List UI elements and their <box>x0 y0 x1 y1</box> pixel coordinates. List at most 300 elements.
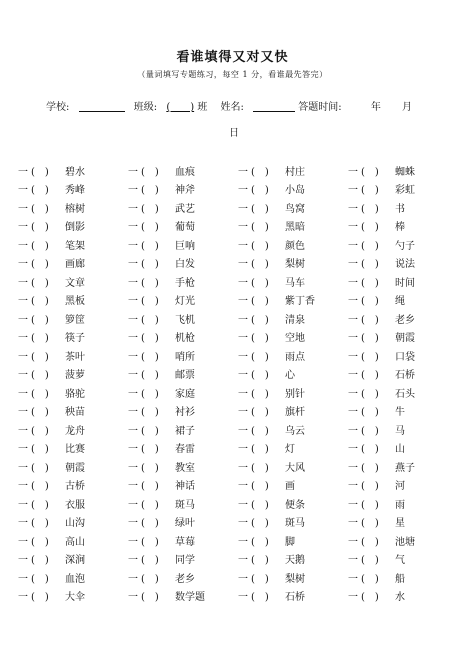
noun-word: 高山 <box>65 536 85 548</box>
exercise-item <box>348 514 458 529</box>
exercise-item <box>238 311 348 326</box>
worksheet-subtitle: （量词填写专题练习，每空 1 分，看谁最先答完） <box>137 70 328 79</box>
answer-blank[interactable]: ( ) <box>141 222 159 234</box>
numeral-one: 一 <box>128 259 138 271</box>
numeral-one: 一 <box>348 481 358 493</box>
answer-blank[interactable]: ( ) <box>251 388 269 400</box>
exercise-item <box>348 163 458 178</box>
noun-word: 神话 <box>175 481 195 493</box>
noun-word: 石桥 <box>395 370 415 382</box>
numeral-one: 一 <box>18 203 28 215</box>
numeral-one: 一 <box>18 240 28 252</box>
exercise-row <box>18 161 458 180</box>
answer-blank[interactable]: ( ) <box>361 370 379 382</box>
answer-blank[interactable]: ( ) <box>251 536 269 548</box>
exercise-item <box>238 422 348 437</box>
numeral-one: 一 <box>348 555 358 567</box>
exercise-row <box>18 402 458 421</box>
noun-word: 燕子 <box>395 462 415 474</box>
numeral-one: 一 <box>18 592 28 604</box>
numeral-one: 一 <box>18 296 28 308</box>
exercise-item <box>18 237 128 252</box>
exercise-row <box>18 513 458 532</box>
exercise-item <box>128 440 238 455</box>
numeral-one: 一 <box>238 259 248 271</box>
noun-word: 船 <box>395 573 405 585</box>
numeral-one: 一 <box>128 240 138 252</box>
answer-blank[interactable]: ( ) <box>361 444 379 456</box>
numeral-one: 一 <box>348 203 358 215</box>
exercise-item <box>238 218 348 233</box>
numeral-one: 一 <box>348 518 358 530</box>
numeral-one: 一 <box>18 444 28 456</box>
exercise-item <box>128 570 238 585</box>
answer-blank[interactable]: ( ) <box>141 351 159 363</box>
answer-blank[interactable]: ( ) <box>141 333 159 345</box>
answer-blank[interactable]: ( ) <box>141 555 159 567</box>
exercise-item <box>18 348 128 363</box>
answer-blank[interactable]: ( ) <box>141 481 159 493</box>
noun-word: 灯 <box>285 444 295 456</box>
noun-word: 小岛 <box>285 185 305 197</box>
numeral-one: 一 <box>238 481 248 493</box>
exercise-item <box>128 588 238 603</box>
numeral-one: 一 <box>238 425 248 437</box>
exercise-item <box>238 329 348 344</box>
noun-word: 血泡 <box>65 573 85 585</box>
exercise-item <box>128 163 238 178</box>
noun-word: 村庄 <box>285 166 305 178</box>
answer-blank[interactable]: ( ) <box>141 499 159 511</box>
numeral-one: 一 <box>18 333 28 345</box>
exercise-item <box>348 366 458 381</box>
numeral-one: 一 <box>128 518 138 530</box>
noun-word: 裙子 <box>175 425 195 437</box>
answer-blank[interactable]: ( ) <box>141 277 159 289</box>
answer-blank[interactable]: ( ) <box>31 592 49 604</box>
numeral-one: 一 <box>238 592 248 604</box>
noun-word: 家庭 <box>175 388 195 400</box>
answer-blank[interactable]: ( ) <box>251 462 269 474</box>
noun-word: 别针 <box>285 388 305 400</box>
numeral-one: 一 <box>238 240 248 252</box>
numeral-one: 一 <box>238 314 248 326</box>
time-label: 答题时间: <box>298 102 342 113</box>
exercise-item <box>348 440 458 455</box>
noun-word: 筷子 <box>65 333 85 345</box>
answer-blank[interactable]: ( ) <box>31 185 49 197</box>
answer-blank[interactable]: ( ) <box>141 462 159 474</box>
noun-word: 葡萄 <box>175 222 195 234</box>
numeral-one: 一 <box>238 277 248 289</box>
exercise-item <box>128 329 238 344</box>
answer-blank[interactable]: ( ) <box>251 444 269 456</box>
noun-word: 便条 <box>285 499 305 511</box>
noun-word: 哨所 <box>175 351 195 363</box>
noun-word: 清泉 <box>285 314 305 326</box>
school-label: 学校: <box>46 102 70 113</box>
answer-blank[interactable]: ( ) <box>251 407 269 419</box>
exercise-item <box>18 440 128 455</box>
exercise-item <box>238 459 348 474</box>
numeral-one: 一 <box>348 222 358 234</box>
answer-blank[interactable]: ( ) <box>31 240 49 252</box>
numeral-one: 一 <box>128 592 138 604</box>
exercise-item <box>348 385 458 400</box>
exercise-item <box>18 551 128 566</box>
exercise-row <box>18 587 458 606</box>
exercise-item <box>128 533 238 548</box>
answer-blank[interactable]: ( ) <box>31 444 49 456</box>
answer-blank[interactable]: ( ) <box>31 166 49 178</box>
answer-blank[interactable]: ( ) <box>141 259 159 271</box>
answer-blank[interactable]: ( ) <box>141 370 159 382</box>
answer-blank[interactable]: ( ) <box>31 203 49 215</box>
answer-blank[interactable]: ( ) <box>31 333 49 345</box>
answer-blank[interactable]: ( ) <box>361 555 379 567</box>
noun-word: 山沟 <box>65 518 85 530</box>
answer-blank[interactable]: ( ) <box>31 555 49 567</box>
answer-blank[interactable]: ( ) <box>251 296 269 308</box>
numeral-one: 一 <box>348 388 358 400</box>
answer-blank[interactable]: ( ) <box>251 166 269 178</box>
exercise-item <box>348 329 458 344</box>
numeral-one: 一 <box>238 444 248 456</box>
numeral-one: 一 <box>128 203 138 215</box>
answer-blank[interactable]: ( ) <box>141 518 159 530</box>
numeral-one: 一 <box>238 536 248 548</box>
noun-word: 老乡 <box>175 573 195 585</box>
answer-blank[interactable]: ( ) <box>141 592 159 604</box>
answer-blank[interactable]: ( ) <box>141 240 159 252</box>
exercise-item <box>348 588 458 603</box>
answer-blank[interactable]: ( ) <box>251 499 269 511</box>
exercise-item <box>128 200 238 215</box>
numeral-one: 一 <box>18 518 28 530</box>
answer-blank[interactable]: ( ) <box>251 518 269 530</box>
numeral-one: 一 <box>128 407 138 419</box>
exercise-item <box>18 588 128 603</box>
noun-word: 秧苗 <box>65 407 85 419</box>
answer-blank[interactable]: ( ) <box>361 425 379 437</box>
exercise-item <box>18 274 128 289</box>
numeral-one: 一 <box>128 462 138 474</box>
answer-blank[interactable]: ( ) <box>361 518 379 530</box>
answer-blank[interactable]: ( ) <box>31 462 49 474</box>
answer-blank[interactable]: ( ) <box>361 222 379 234</box>
answer-blank[interactable]: ( ) <box>251 259 269 271</box>
exercise-item <box>18 477 128 492</box>
numeral-one: 一 <box>348 314 358 326</box>
noun-word: 春雷 <box>175 444 195 456</box>
answer-blank[interactable]: ( ) <box>141 185 159 197</box>
noun-word: 口袋 <box>395 351 415 363</box>
noun-word: 菠萝 <box>65 370 85 382</box>
numeral-one: 一 <box>128 351 138 363</box>
answer-blank[interactable]: ( ) <box>31 222 49 234</box>
noun-word: 牛 <box>395 407 405 419</box>
exercise-item <box>18 218 128 233</box>
answer-blank[interactable]: ( ) <box>361 462 379 474</box>
exercise-row <box>18 383 458 402</box>
numeral-one: 一 <box>348 499 358 511</box>
numeral-one: 一 <box>348 166 358 178</box>
answer-blank[interactable]: ( ) <box>361 166 379 178</box>
answer-blank[interactable]: ( ) <box>141 166 159 178</box>
numeral-one: 一 <box>128 166 138 178</box>
exercise-item <box>18 329 128 344</box>
answer-blank[interactable]: ( ) <box>141 573 159 585</box>
numeral-one: 一 <box>348 259 358 271</box>
numeral-one: 一 <box>18 573 28 585</box>
numeral-one: 一 <box>238 296 248 308</box>
noun-word: 箩筐 <box>65 314 85 326</box>
student-info-line <box>46 98 412 113</box>
numeral-one: 一 <box>348 370 358 382</box>
noun-word: 衬衫 <box>175 407 195 419</box>
answer-blank[interactable]: ( ) <box>251 351 269 363</box>
exercise-item <box>18 422 128 437</box>
exercise-item <box>128 477 238 492</box>
noun-word: 气 <box>395 555 405 567</box>
exercise-item <box>18 385 128 400</box>
numeral-one: 一 <box>238 203 248 215</box>
numeral-one: 一 <box>238 499 248 511</box>
answer-blank[interactable]: ( ) <box>361 314 379 326</box>
exercise-item <box>348 181 458 196</box>
exercise-item <box>128 551 238 566</box>
noun-word: 草莓 <box>175 536 195 548</box>
exercise-item <box>128 274 238 289</box>
exercise-row <box>18 494 458 513</box>
answer-blank[interactable]: ( ) <box>141 407 159 419</box>
answer-blank[interactable]: ( ) <box>361 573 379 585</box>
numeral-one: 一 <box>348 240 358 252</box>
answer-blank[interactable]: ( ) <box>361 388 379 400</box>
numeral-one: 一 <box>238 555 248 567</box>
answer-blank[interactable]: ( ) <box>31 425 49 437</box>
answer-blank[interactable]: ( ) <box>361 407 379 419</box>
numeral-one: 一 <box>348 592 358 604</box>
noun-word: 梨树 <box>285 573 305 585</box>
exercise-item <box>348 348 458 363</box>
noun-word: 心 <box>285 370 295 382</box>
numeral-one: 一 <box>18 425 28 437</box>
exercise-item <box>128 459 238 474</box>
answer-blank[interactable]: ( ) <box>31 499 49 511</box>
numeral-one: 一 <box>18 499 28 511</box>
noun-word: 池塘 <box>395 536 415 548</box>
answer-blank[interactable]: ( ) <box>141 444 159 456</box>
answer-blank[interactable]: ( ) <box>141 536 159 548</box>
noun-word: 彩虹 <box>395 185 415 197</box>
exercise-item <box>348 477 458 492</box>
exercise-item <box>238 440 348 455</box>
answer-blank[interactable]: ( ) <box>251 481 269 493</box>
numeral-one: 一 <box>238 351 248 363</box>
noun-word: 数学题 <box>175 592 205 604</box>
answer-blank[interactable]: ( ) <box>361 296 379 308</box>
exercise-item <box>238 274 348 289</box>
numeral-one: 一 <box>348 425 358 437</box>
answer-blank[interactable]: ( ) <box>361 259 379 271</box>
answer-blank[interactable]: ( ) <box>141 296 159 308</box>
answer-blank[interactable]: ( ) <box>251 240 269 252</box>
exercise-row <box>18 365 458 384</box>
class-paren: ( ) <box>166 102 195 113</box>
noun-word: 老乡 <box>395 314 415 326</box>
noun-word: 山 <box>395 444 405 456</box>
noun-word: 手枪 <box>175 277 195 289</box>
answer-blank[interactable]: ( ) <box>361 333 379 345</box>
answer-blank[interactable]: ( ) <box>361 351 379 363</box>
noun-word: 画 <box>285 481 295 493</box>
noun-word: 蜘蛛 <box>395 166 415 178</box>
answer-blank[interactable]: ( ) <box>141 203 159 215</box>
school-blank <box>79 101 125 112</box>
noun-word: 榕树 <box>65 203 85 215</box>
exercise-item <box>348 533 458 548</box>
numeral-one: 一 <box>128 555 138 567</box>
exercise-item <box>348 218 458 233</box>
answer-blank[interactable]: ( ) <box>251 425 269 437</box>
answer-blank[interactable]: ( ) <box>361 277 379 289</box>
noun-word: 茶叶 <box>65 351 85 363</box>
answer-blank[interactable]: ( ) <box>31 573 49 585</box>
answer-blank[interactable]: ( ) <box>31 518 49 530</box>
exercise-item <box>128 292 238 307</box>
answer-blank[interactable]: ( ) <box>31 370 49 382</box>
class-label: 班级: <box>133 102 158 113</box>
answer-blank[interactable]: ( ) <box>251 555 269 567</box>
answer-blank[interactable]: ( ) <box>141 425 159 437</box>
noun-word: 绳 <box>395 296 405 308</box>
numeral-one: 一 <box>128 296 138 308</box>
answer-blank[interactable]: ( ) <box>251 370 269 382</box>
exercise-item <box>18 403 128 418</box>
answer-blank[interactable]: ( ) <box>361 203 379 215</box>
exercise-item <box>348 200 458 215</box>
exercise-item <box>18 255 128 270</box>
noun-word: 斑马 <box>175 499 195 511</box>
noun-word: 血痕 <box>175 166 195 178</box>
numeral-one: 一 <box>18 370 28 382</box>
exercise-item <box>238 200 348 215</box>
exercise-item <box>18 163 128 178</box>
noun-word: 勺子 <box>395 240 415 252</box>
answer-blank[interactable]: ( ) <box>361 240 379 252</box>
numeral-one: 一 <box>128 314 138 326</box>
numeral-one: 一 <box>128 277 138 289</box>
exercise-item <box>128 218 238 233</box>
answer-blank[interactable]: ( ) <box>251 592 269 604</box>
exercise-row <box>18 309 458 328</box>
answer-blank[interactable]: ( ) <box>141 388 159 400</box>
exercise-item <box>238 533 348 548</box>
answer-blank[interactable]: ( ) <box>141 314 159 326</box>
exercise-item <box>128 255 238 270</box>
numeral-one: 一 <box>128 222 138 234</box>
answer-blank[interactable]: ( ) <box>251 203 269 215</box>
numeral-one: 一 <box>348 573 358 585</box>
numeral-one: 一 <box>18 351 28 363</box>
answer-blank[interactable]: ( ) <box>31 277 49 289</box>
numeral-one: 一 <box>128 425 138 437</box>
exercise-item <box>238 348 348 363</box>
answer-blank[interactable]: ( ) <box>361 592 379 604</box>
exercise-row <box>18 198 458 217</box>
answer-blank[interactable]: ( ) <box>31 481 49 493</box>
numeral-one: 一 <box>128 481 138 493</box>
exercise-row <box>18 531 458 550</box>
noun-word: 碧水 <box>65 166 85 178</box>
answer-blank[interactable]: ( ) <box>31 536 49 548</box>
exercise-item <box>18 533 128 548</box>
numeral-one: 一 <box>348 296 358 308</box>
numeral-one: 一 <box>238 222 248 234</box>
noun-word: 脚 <box>285 536 295 548</box>
noun-word: 朝霞 <box>65 462 85 474</box>
day-label: 日 <box>229 128 239 139</box>
noun-word: 骆驼 <box>65 388 85 400</box>
numeral-one: 一 <box>238 573 248 585</box>
answer-blank[interactable]: ( ) <box>251 333 269 345</box>
answer-blank[interactable]: ( ) <box>31 296 49 308</box>
answer-blank[interactable]: ( ) <box>251 314 269 326</box>
answer-blank[interactable]: ( ) <box>31 407 49 419</box>
exercise-item <box>18 570 128 585</box>
noun-word: 同学 <box>175 555 195 567</box>
exercise-item <box>348 459 458 474</box>
answer-blank[interactable]: ( ) <box>361 185 379 197</box>
noun-word: 画廊 <box>65 259 85 271</box>
answer-blank[interactable]: ( ) <box>361 499 379 511</box>
exercise-item <box>238 477 348 492</box>
exercise-item <box>238 237 348 252</box>
exercise-item <box>348 274 458 289</box>
noun-word: 笔架 <box>65 240 85 252</box>
answer-blank[interactable]: ( ) <box>31 351 49 363</box>
numeral-one: 一 <box>348 462 358 474</box>
answer-blank[interactable]: ( ) <box>251 573 269 585</box>
noun-word: 石桥 <box>285 592 305 604</box>
noun-word: 旗杆 <box>285 407 305 419</box>
exercise-item <box>18 311 128 326</box>
answer-blank[interactable]: ( ) <box>251 277 269 289</box>
answer-blank[interactable]: ( ) <box>361 536 379 548</box>
exercise-item <box>128 366 238 381</box>
worksheet-title: 看谁填得又对又快 <box>176 50 289 65</box>
exercise-item <box>348 292 458 307</box>
exercise-item <box>238 366 348 381</box>
numeral-one: 一 <box>128 388 138 400</box>
exercise-row <box>18 568 458 587</box>
noun-word: 石头 <box>395 388 415 400</box>
answer-blank[interactable]: ( ) <box>31 388 49 400</box>
answer-blank[interactable]: ( ) <box>361 481 379 493</box>
answer-blank[interactable]: ( ) <box>251 222 269 234</box>
noun-word: 马车 <box>285 277 305 289</box>
numeral-one: 一 <box>18 259 28 271</box>
noun-word: 古桥 <box>65 481 85 493</box>
exercise-row <box>18 254 458 273</box>
answer-blank[interactable]: ( ) <box>251 185 269 197</box>
exercise-item <box>128 403 238 418</box>
answer-blank[interactable]: ( ) <box>31 314 49 326</box>
numeral-one: 一 <box>18 462 28 474</box>
answer-blank[interactable]: ( ) <box>31 259 49 271</box>
name-label: 姓名: <box>220 102 244 113</box>
